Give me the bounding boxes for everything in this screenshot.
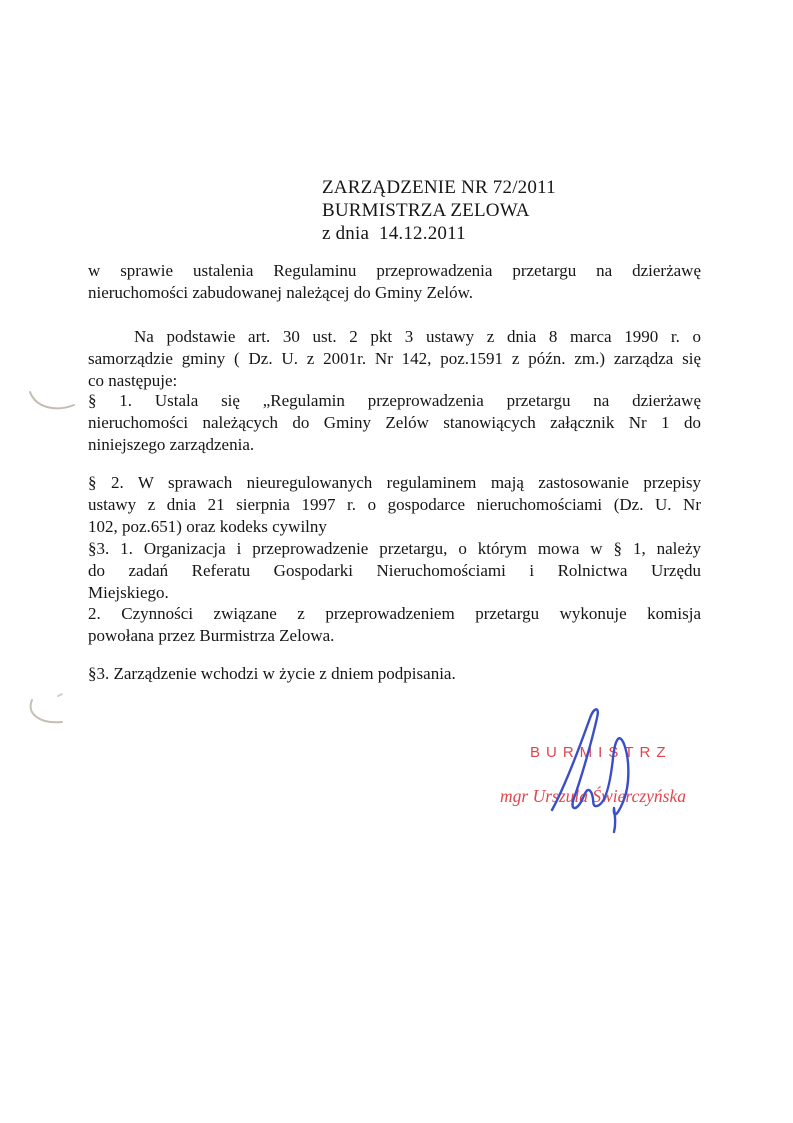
text-line: co następuje: bbox=[88, 371, 178, 390]
text-line: samorządzie gminy ( Dz. U. z 2001r. Nr 142, poz.1591 z późn. zm.) zarządza się bbox=[88, 349, 701, 368]
signature-block bbox=[498, 702, 713, 837]
paragraph-section-3-point-1 bbox=[88, 538, 701, 604]
text-line: ustawy z dnia 21 sierpnia 1997 r. o gospodarce nieruchomościami (Dz. U. Nr bbox=[88, 495, 701, 514]
text-line: ZARZĄDZENIE NR 72/2011 bbox=[322, 177, 556, 198]
text-line: Miejskiego. bbox=[88, 583, 169, 602]
text-line: nieruchomości należących do Gminy Zelów stanowiących załącznik Nr 1 do bbox=[88, 413, 701, 432]
scan-artifact-arc-top bbox=[24, 386, 80, 420]
document-title bbox=[322, 176, 556, 245]
text-line: § 2. W sprawach nieuregulowanych regulaminem mają zastosowanie przepisy bbox=[88, 473, 701, 492]
text-line: powołana przez Burmistrza Zelowa. bbox=[88, 626, 335, 645]
text-line: §3. Zarządzenie wchodzi w życie z dniem podpisania. bbox=[88, 664, 456, 683]
text-line: Na podstawie art. 30 ust. 2 pkt 3 ustawy z dnia 8 marca 1990 r. o bbox=[134, 327, 701, 346]
text-line: do zadań Referatu Gospodarki Nieruchomościami i Rolnictwa Urzędu bbox=[88, 561, 701, 580]
paragraph-subject bbox=[88, 260, 701, 304]
paragraph-effective-date bbox=[88, 663, 701, 685]
text-line: niniejszego zarządzenia. bbox=[88, 435, 255, 454]
text-line: §3. 1. Organizacja i przeprowadzenie przetargu, o którym mowa w § 1, należy bbox=[88, 539, 701, 558]
text-line: 2. Czynności związane z przeprowadzeniem przetargu wykonuje komisja bbox=[88, 604, 701, 623]
text-line: § 1. Ustala się „Regulamin przeprowadzenia przetargu na dzierżawę bbox=[88, 391, 701, 410]
text-line: 102, poz.651) oraz kodeks cywilny bbox=[88, 517, 327, 536]
text-line: z dnia 14.12.2011 bbox=[322, 223, 466, 244]
text-line: w sprawie ustalenia Regulaminu przeprowadzenia przetargu na dzierżawę bbox=[88, 261, 701, 280]
text-line: nieruchomości zabudowanej należącej do Gminy Zelów. bbox=[88, 283, 474, 302]
text-line: BURMISTRZA ZELOWA bbox=[322, 200, 530, 221]
scan-artifact-arc-bottom bbox=[18, 692, 74, 732]
handwritten-signature-icon bbox=[518, 702, 688, 837]
mayor-stamp-title: BURMISTRZ bbox=[530, 744, 672, 761]
paragraph-section-1 bbox=[88, 390, 701, 456]
paragraph-section-3-point-2 bbox=[88, 603, 701, 647]
signer-name: mgr Urszula Świerczyńska bbox=[500, 786, 687, 806]
paragraph-section-2 bbox=[88, 472, 701, 538]
paragraph-legal-basis bbox=[88, 326, 701, 392]
